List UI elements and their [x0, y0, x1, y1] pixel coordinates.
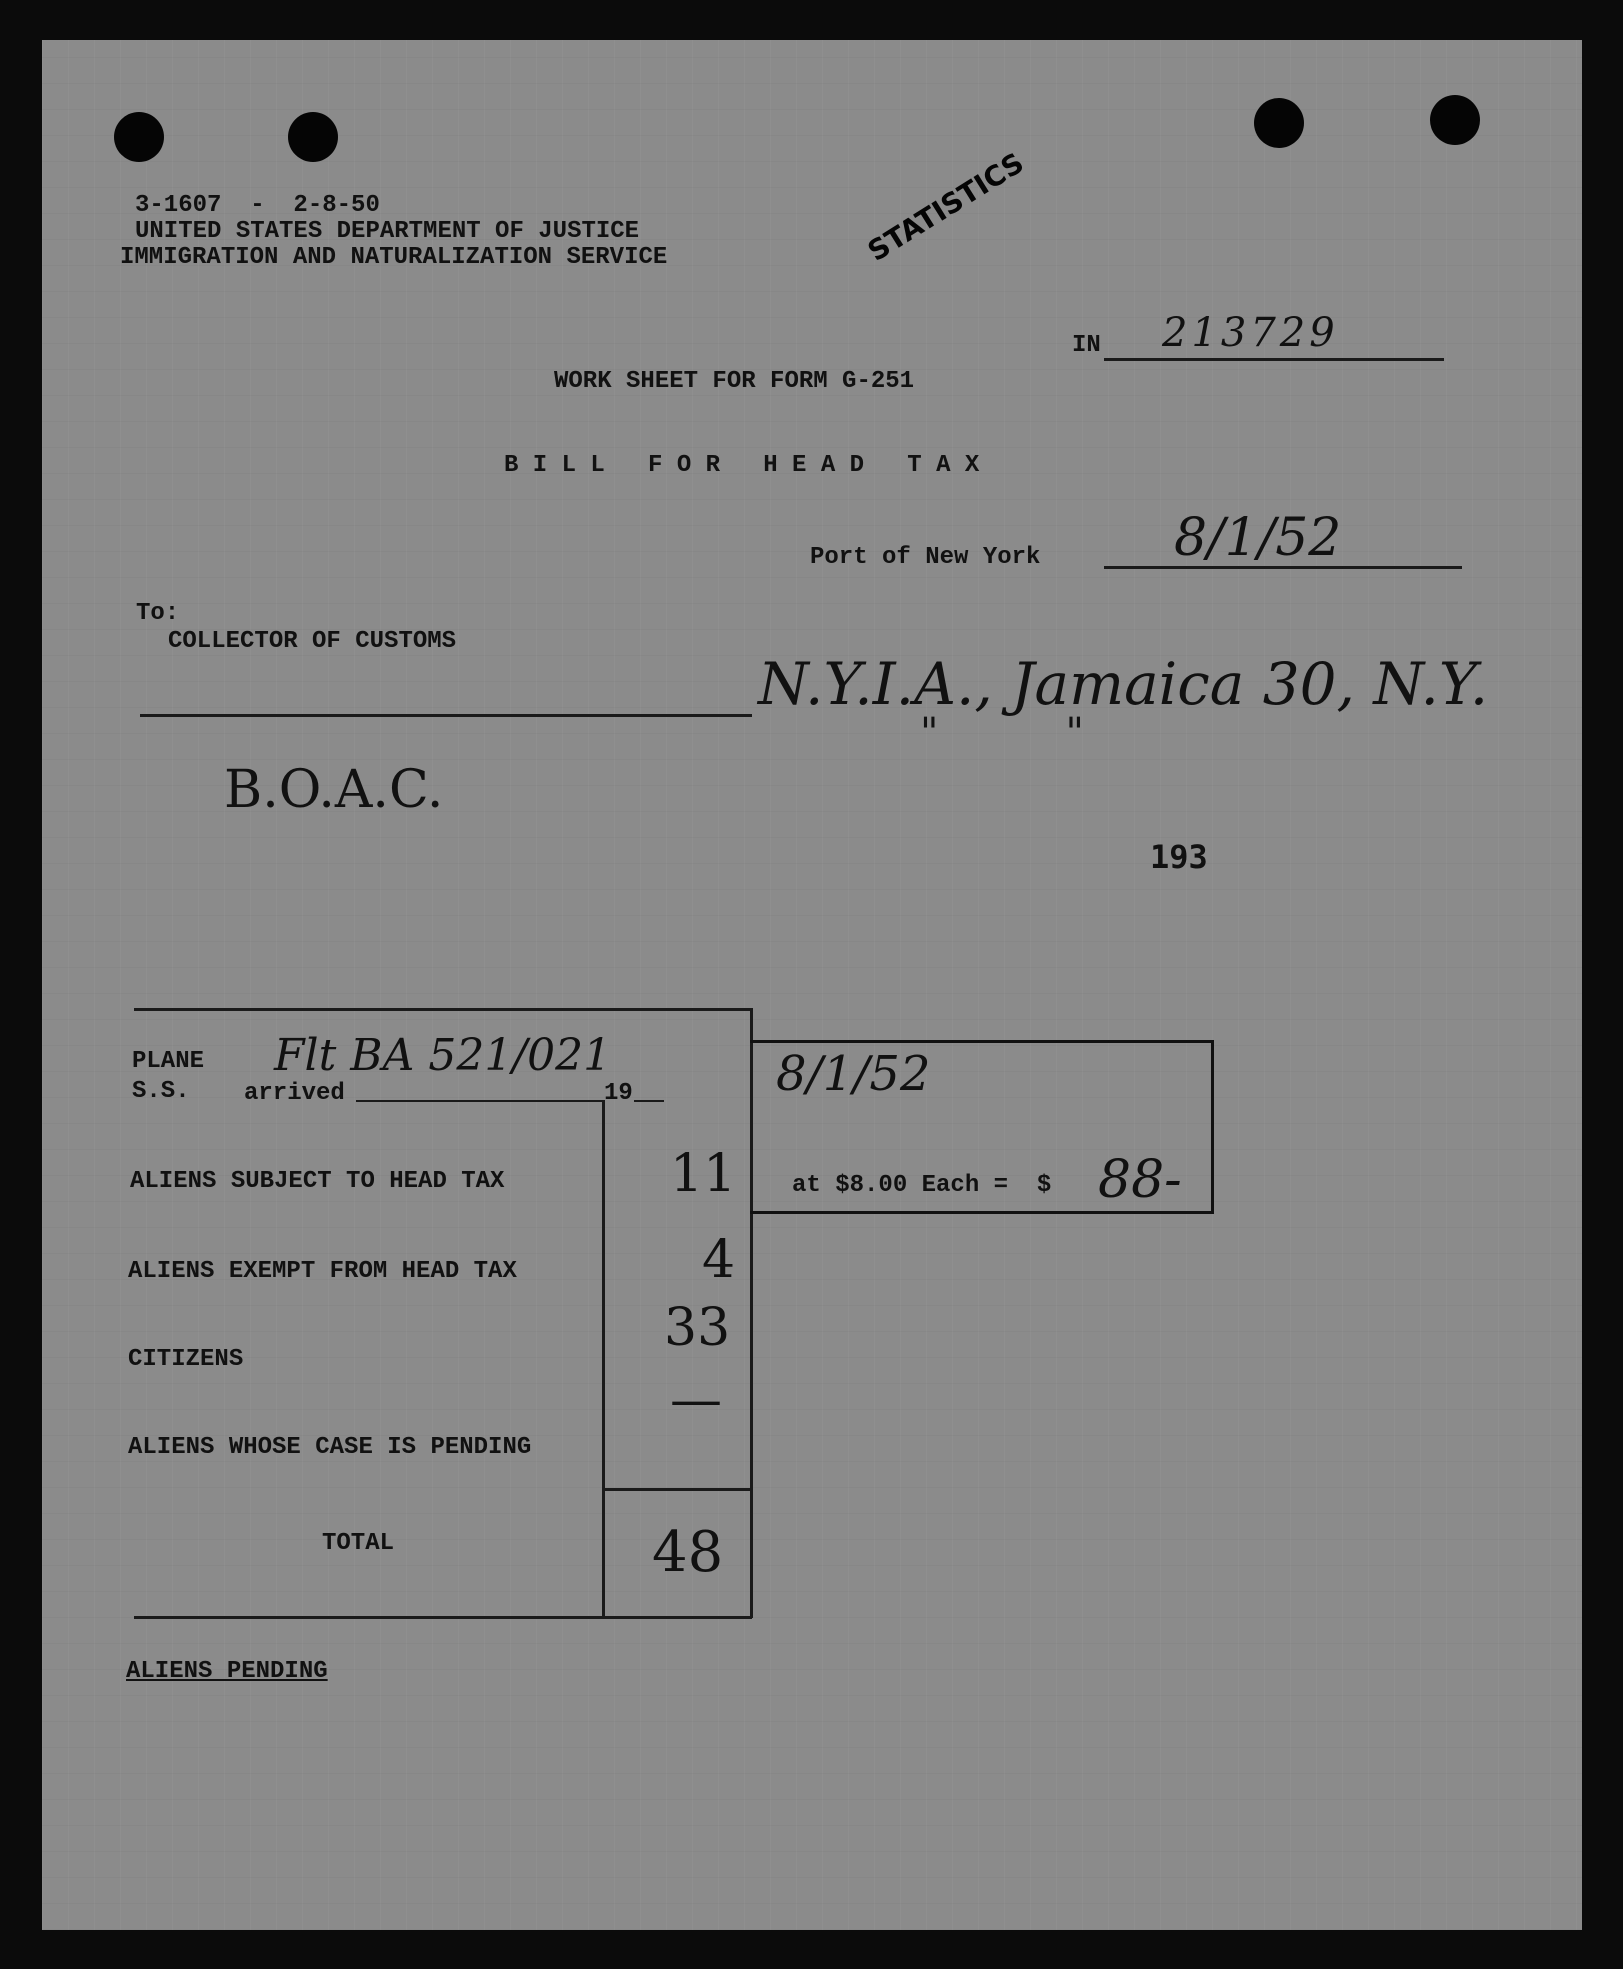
year-line — [634, 1100, 664, 1102]
table-top-line — [134, 1008, 752, 1011]
row-value-aliens-pending: — — [670, 1370, 722, 1430]
tax-amount: 88- — [1098, 1150, 1182, 1210]
ditto-marks: " " — [920, 710, 1084, 756]
agency-line-1: UNITED STATES DEPARTMENT OF JUSTICE — [135, 218, 640, 245]
aliens-pending-heading: ALIENS PENDING — [126, 1658, 328, 1685]
arrived-label: arrived — [244, 1080, 345, 1107]
punch-hole-3 — [1254, 98, 1304, 148]
collector-line — [140, 714, 752, 717]
total-label: TOTAL — [322, 1530, 395, 1557]
row-value-aliens-subject: 11 — [670, 1144, 737, 1204]
row-label-aliens-pending: ALIENS WHOSE CASE IS PENDING — [128, 1434, 532, 1461]
row-value-aliens-exempt: 4 — [702, 1230, 736, 1290]
plane-label: PLANE — [132, 1048, 205, 1075]
document-page — [42, 40, 1582, 1930]
row-label-citizens: CITIZENS — [128, 1346, 244, 1373]
to-label: To: — [136, 600, 180, 627]
row-label-aliens-subject: ALIENS SUBJECT TO HEAD TAX — [130, 1168, 505, 1195]
flight-number: Flt BA 521/021 — [274, 1030, 612, 1081]
form-number: 3-1607 - 2-8-50 — [135, 192, 380, 219]
in-label: IN — [1072, 332, 1101, 359]
table-bottom-line — [134, 1616, 752, 1619]
in-number: 213729 — [1162, 310, 1339, 356]
punch-hole-2 — [288, 112, 338, 162]
in-number-line — [1104, 358, 1444, 361]
port-date: 8/1/52 — [1174, 508, 1342, 568]
ss-label: S.S. — [132, 1078, 190, 1105]
arrived-line — [356, 1100, 604, 1102]
bill-title: B I L L F O R H E A D T A X — [504, 452, 980, 479]
arrival-date: 8/1/52 — [776, 1046, 931, 1102]
table-total-divider — [602, 1488, 752, 1491]
table-value-divider — [602, 1100, 605, 1618]
statistics-stamp: STATISTICS — [862, 146, 1030, 268]
stamped-number: 193 — [1150, 838, 1208, 876]
collector-label: COLLECTOR OF CUSTOMS — [168, 628, 457, 655]
punch-hole-1 — [114, 112, 164, 162]
rate-text: at $8.00 Each = $ — [792, 1172, 1052, 1199]
agency-line-2: IMMIGRATION AND NATURALIZATION SERVICE — [120, 244, 668, 271]
punch-hole-4 — [1430, 95, 1480, 145]
total-value: 48 — [652, 1520, 724, 1585]
worksheet-title: WORK SHEET FOR FORM G-251 — [554, 368, 915, 395]
row-value-citizens: 33 — [664, 1298, 731, 1358]
port-label: Port of New York — [810, 544, 1041, 571]
carrier-name: B.O.A.C. — [224, 760, 444, 820]
collector-location: N.Y.I.A., Jamaica 30, N.Y. — [758, 650, 1489, 718]
year-prefix: 19 — [604, 1080, 633, 1107]
row-label-aliens-exempt: ALIENS EXEMPT FROM HEAD TAX — [128, 1258, 517, 1285]
